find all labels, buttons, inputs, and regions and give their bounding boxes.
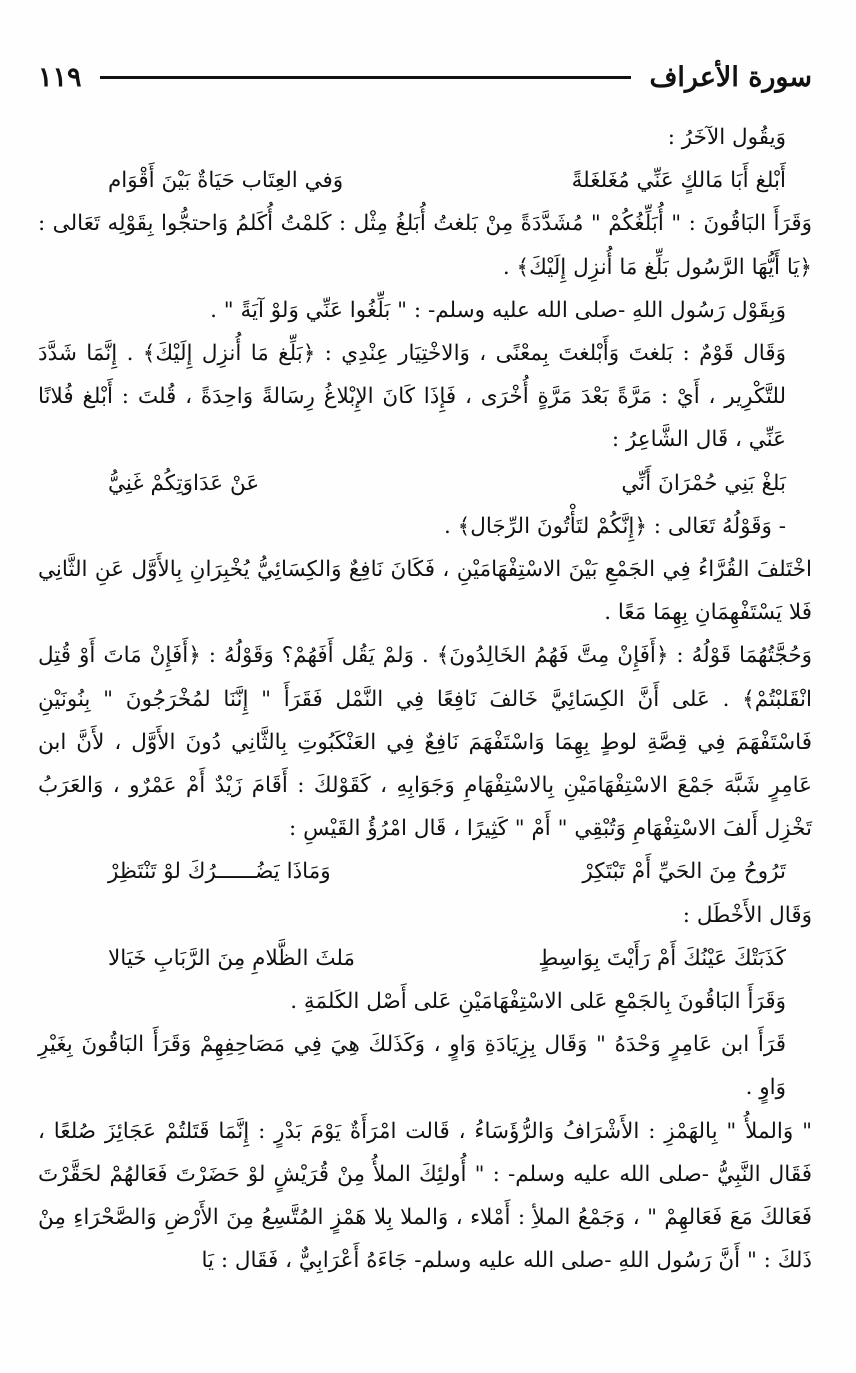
verse-second-hemistich: عَنْ عَدَاوَتِكُمْ غَنِيُّ — [108, 470, 260, 496]
paragraph: وَيقُول الآخَرُ : — [667, 125, 786, 150]
paragraph: " وَالملأُ " بِالهَمْزِ : الأَشْرَافُ وَالرُّؤَسَاءُ ، قَالت امْرَأَةٌ يَوْمَ بَدْرٍ : إِنَّمَا قَتَلتُمْ عَجَائِزَ صُلعًا ، فَقَال النَّبِيُّ -صلى الله عليه وسلم- : " أُولئِكَ الملأُ مِنْ قُرَيْشٍ لوْ حَضَرْتَ فَعَالهُمْ لحَقَّرْتَ فَعَالكَ مَعَ فَعَالهِمْ " ، وَجَمْعُ الملأِ : أَمْلاء ، وَالملا بِلا هَمْزٍ المُتَّسِعُ مِنَ الأَرْضِ وَالصَّحْرَاءِ مِنْ ذَلكَ : " أَنَّ رَسُول اللهِ -صلى الله عليه وسلم- جَاءَهُ أَعْرَابِيٌّ ، فَقَال : يَا — [38, 1118, 812, 1274]
paragraph: اخْتَلفَ القُرَّاءُ فِي الجَمْعِ بَيْنَ الاسْتِفْهَامَيْنِ ، فَكَانَ نَافِعٌ وَالكِسَائِيُّ يُخْبِرَانِ بِالأَوَّل عَنِ الثَّانِي فَلا يَسْتَفْهِمَانِ بِهِمَا مَعًا . — [38, 557, 812, 626]
poetry-verse — [38, 462, 812, 505]
verse-first-hemistich: تَرُوحُ مِنَ الحَيِّ أَمْ تَبْتَكِرْ — [582, 859, 786, 885]
page-header — [38, 52, 812, 102]
header-rule — [100, 76, 632, 79]
verse-first-hemistich: كَذَبَتْكَ عَيْنُكَ أَمْ رَأَيْتَ بِوَاسِطٍ — [538, 945, 786, 971]
paragraph: - وَقَوْلُهُ تَعَالى : ﴿إِنَّكُمْ لتَأْتُونَ الرِّجَال﴾ . — [443, 513, 786, 539]
verse-second-hemistich: مَلثَ الظَّلامِ مِنَ الرَّبَابِ خَيَالا — [108, 945, 356, 971]
page-body — [38, 116, 812, 1282]
paragraph: وَحُجَّتُهُمَا قَوْلُهُ : ﴿أَفَإِنْ مِتَّ فَهُمُ الخَالِدُونَ﴾ . وَلمْ يَقُل أَفَهُمْ؟ وَقَوْلُهُ : ﴿أَفَإِنْ مَاتَ أَوْ قُتِل انْقَلبْتُمْ﴾ . عَلى أَنَّ الكِسَائِيَّ خَالفَ نَافِعًا فِي النَّمْل فَقَرَأَ " إِنَّنَا لمُخْرَجُونَ " بِنُونَيْنِ فَاسْتَفْهَمَ فِي قِصَّةِ لوطٍ بِهِمَا وَاسْتَفْهَمَ نَافِعٌ فِي العَنْكَبُوتِ بِالثَّانِي دُونَ الأَوَّل ، لأَنَّ ابن عَامِرٍ شَبَّهَ جَمْعَ الاسْتِفْهَامَيْنِ بِالاسْتِفْهَامِ وَجَوَابِهِ ، كَقَوْلكَ : أَقَامَ زَيْدٌ أَمْ عَمْرٌو ، وَالعَرَبُ تَخْزِل أَلفَ الاسْتِفْهَامِ وَتُبْقِي " أَمْ " كَثِيرًا ، قَال امْرُؤُ القَيْسِ : — [38, 643, 812, 842]
paragraph: وَقَال قَوْمٌ : بَلغتَ وَأَبْلغتَ بِمعْنًى ، وَالاخْتِيَار عِنْدِي : ﴿بَلِّغ مَا أُنزِل إِلَيْكَ﴾ . إِنَّمَا شَدَّدَ للتَّكْرِير ، أَيْ : مَرَّةً بَعْدَ مَرَّةٍ أُخْرَى ، فَإِذَا كَانَ الإِبْلاغُ رِسَالةً وَاحِدَةً ، قُلتَ : أَبْلغ فُلانًا عَنِّي ، قَال الشَّاعِرُ : — [38, 341, 786, 453]
verse-second-hemistich: وَفي العِتَاب حَيَاةٌ بَيْنَ أَقْوَام — [108, 168, 344, 194]
page-number: ١١٩ — [38, 61, 82, 93]
poetry-verse — [38, 850, 812, 893]
paragraph: وَبِقَوْل رَسُول اللهِ -صلى الله عليه وسلم- : " بَلِّغُوا عَنِّي وَلوْ آيَةً " . — [210, 297, 786, 323]
paragraph: وَقَال الأَخْطَل : — [682, 902, 812, 928]
poetry-verse — [38, 159, 812, 202]
paragraph: وَقَرَأَ البَاقُونَ : " أُبَلِّغُكُمْ " مُشَدَّدَةً مِنْ بَلغتُ أُبَلغُ مِثْل : كَلمْتُ أُكَلمُ وَاحتجُّوا بِقَوْلِه تَعَالى : ﴿يَا أَيُّهَا الرَّسُول بَلِّغ مَا أُنزِل إِلَيْكَ﴾ . — [38, 211, 812, 280]
paragraph: قَرَأَ ابن عَامِرٍ وَحْدَهُ " وَقَال بِزِيَادَةِ وَاوٍ ، وَكَذَلكَ هِيَ فِي مَصَاحِفِهِمْ وَقَرَأَ البَاقُونَ بِغَيْرِ وَاوٍ . — [38, 1032, 786, 1101]
surah-title: سورة الأعراف — [649, 61, 812, 93]
poetry-verse — [38, 937, 812, 980]
verse-first-hemistich: بَلغْ بَنِي حُمْرَانَ أَنِّي — [621, 470, 786, 496]
paragraph: وَقَرَأَ البَاقُونَ بِالجَمْعِ عَلى الاسْتِفْهَامَيْنِ عَلى أَصْل الكَلمَةِ . — [290, 989, 786, 1014]
verse-first-hemistich: أَبْلغ أَبَا مَالكٍ عَنِّي مُغَلغَلةً — [571, 168, 786, 194]
verse-second-hemistich: وَمَاذَا يَضُــــــرُكَ لوْ تَنْتَظِرْ — [108, 859, 331, 885]
